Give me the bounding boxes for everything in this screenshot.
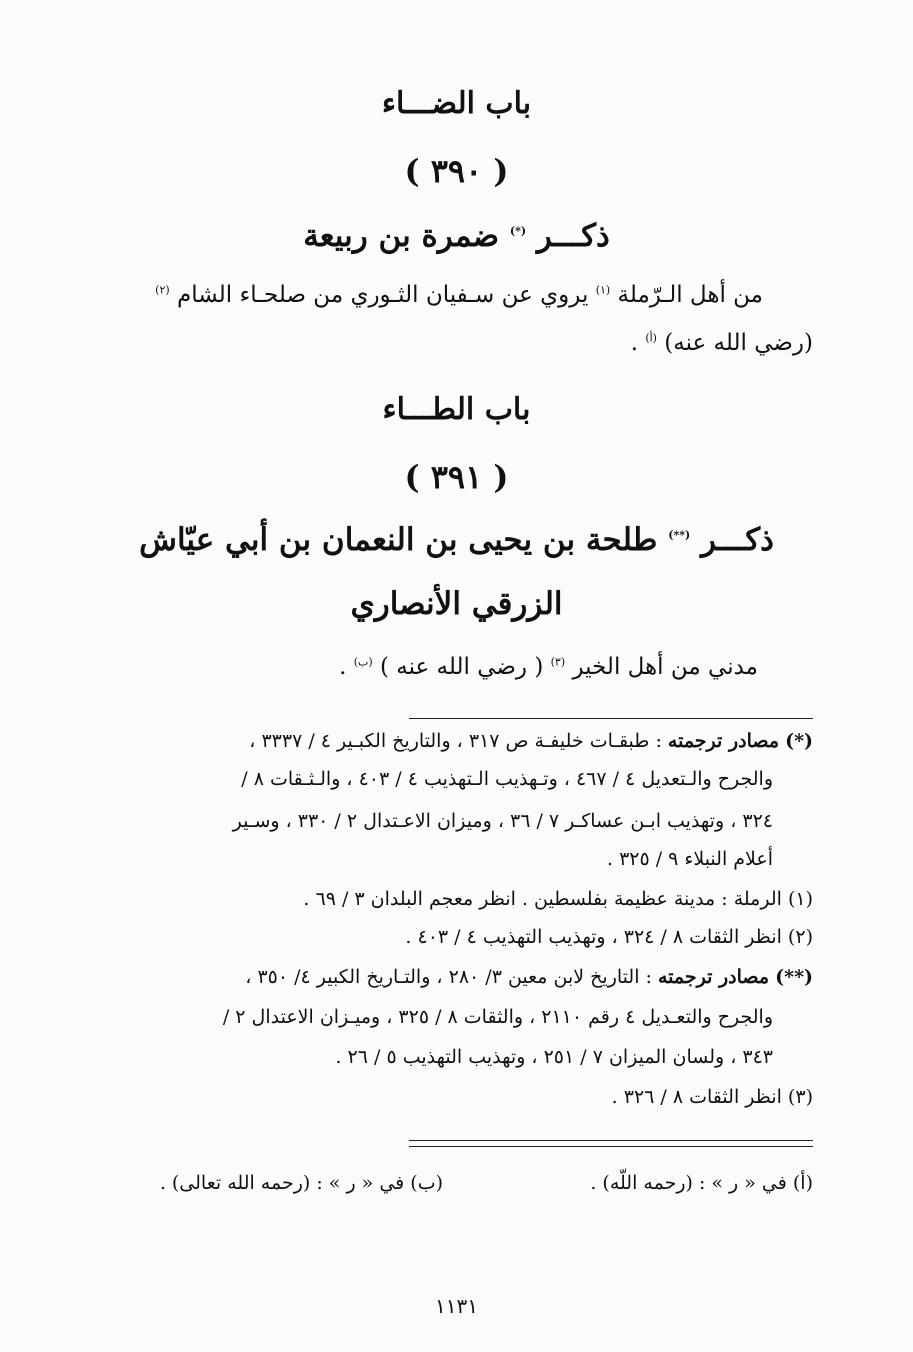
footnote-text: : طبقـات خليفـة ص ٣١٧ ، والتاريخ الكبـير ٤ / ٣٣٣٧ ،: [249, 730, 662, 752]
text-fragment: .: [630, 330, 639, 356]
variant-note-b: (ب) في « ر » : (رحمه الله تعالى) .: [159, 1172, 443, 1194]
text-fragment: .: [339, 654, 347, 680]
chapter-heading: باب الضـــاء: [381, 86, 532, 121]
footnote-label: (**): [775, 966, 813, 988]
footnote-line: ٣٤٣ ، ولسان الميزان ٧ / ٢٥١ ، وتهذيب التهذيب ٥ / ٢٦ .: [335, 1046, 773, 1068]
footnote-line: ٣٢٤ ، وتهذيب ابـن عساكـر ٧ / ٣٦ ، وميزان الاعـتدال ٢ / ٣٣٠ ، وسـير: [232, 810, 773, 832]
entry-number: ( ٣٩١ ): [404, 458, 509, 496]
footnote-mark: (*): [509, 224, 527, 238]
variant-divider: [409, 1146, 813, 1147]
entry-heading: [0, 218, 913, 254]
text-fragment: يروي عن سـفيان الثـوري من صلحـاء الشام: [176, 282, 589, 308]
footnote-sources-2: [95, 966, 813, 988]
chapter-heading: باب الطـــاء: [382, 392, 531, 427]
footnote-2: (٢) انظر الثقات ٨ / ٣٢٤ ، وتهذيب التهذيب ٤ / ٤٠٣ .: [405, 926, 813, 948]
text-fragment: (رضي الله عنه): [664, 330, 813, 356]
footnote-label: (*): [785, 730, 813, 752]
person-name-continued: الزرقي الأنصاري: [350, 586, 563, 622]
person-name: طلحة بن يحيى بن النعمان بن أبي عيّاش: [139, 522, 658, 558]
footnote-text: : التاريخ لابن معين ٣/ ٢٨٠ ، والتـاريخ الكبير ٤/ ٣٥٠ ،: [245, 966, 652, 988]
entry-text-line: [80, 654, 758, 680]
footnote-line: أعلام النبلاء ٩ / ٣٢٥ .: [606, 848, 773, 870]
text-fragment: من أهل الـرّملة: [617, 282, 763, 308]
footnote-1: (١) الرملة : مدينة عظيمة بفلسطين . انظر معجم البلدان ٣ / ٦٩ .: [303, 888, 813, 910]
person-name: ضمرة بن ربيعة: [303, 218, 500, 254]
variant-divider: [409, 1140, 813, 1141]
entry-text-line: [80, 282, 763, 308]
entry-heading: [0, 522, 913, 558]
dhikr-word: ذكـــر: [700, 522, 774, 558]
footnote-line: والجرح والتعـديل ٤ رقم ٢١١٠ ، والثقات ٨ / ٣٢٥ ، وميـزان الاعتدال ٢ /: [222, 1006, 773, 1028]
footnote-mark: (أ): [645, 331, 657, 345]
footnote-sources-1: [95, 730, 813, 752]
footnote-3: (٣) انظر الثقات ٨ / ٣٢٦ .: [611, 1086, 813, 1108]
footnote-mark: (٣): [550, 655, 566, 669]
footnote-mark: (١): [595, 283, 611, 297]
footnote-line: والجرح والـتعديل ٤ / ٤٦٧ ، وتـهذيب الـتهذيب ٤ / ٤٠٣ ، والـثـقات ٨ /: [241, 768, 773, 790]
text-fragment: مدني من أهل الخير: [572, 654, 758, 680]
footnote-mark: (ب): [353, 655, 373, 669]
variant-note-a: (أ) في « ر » : (رحمه اللّه) .: [590, 1172, 813, 1194]
footnote-mark: (**): [668, 528, 691, 542]
text-fragment: ( رضي الله عنه ): [379, 654, 544, 680]
dhikr-word: ذكـــر: [536, 218, 610, 254]
footnote-heading: مصادر ترجمته: [667, 730, 780, 752]
footnote-mark: (٢): [155, 283, 170, 297]
page-number: ١١٣١: [435, 1294, 478, 1318]
entry-text-line: [80, 330, 813, 356]
entry-number: ( ٣٩٠ ): [404, 152, 509, 190]
footnote-heading: مصادر ترجمته: [657, 966, 770, 988]
footnote-divider: [409, 718, 813, 719]
